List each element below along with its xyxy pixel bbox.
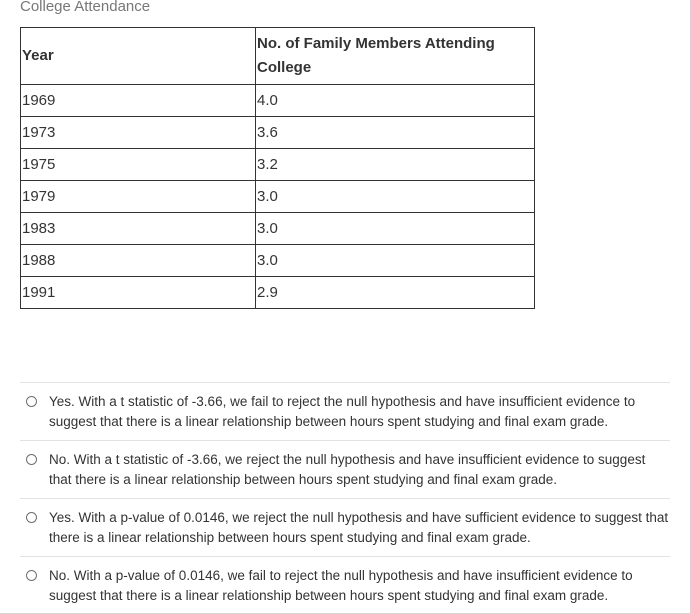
header-year: Year: [21, 28, 256, 85]
cell-members: 2.9: [256, 277, 535, 309]
answer-option-label[interactable]: No. With a p-value of 0.0146, we fail to reject the null hypothesis and have insufficient evidence to suggest that there is a linear relationship between hours spent studying and final exam grade.: [49, 568, 633, 603]
cell-year: 1973: [21, 117, 256, 149]
table-row: [21, 117, 535, 149]
radio-button[interactable]: [26, 396, 37, 407]
answer-option[interactable]: [20, 440, 670, 498]
table-header-row: [21, 28, 535, 85]
table-row: [21, 213, 535, 245]
radio-button[interactable]: [26, 512, 37, 523]
table-row: [21, 277, 535, 309]
cell-members: 3.2: [256, 149, 535, 181]
cell-year: 1975: [21, 149, 256, 181]
answer-option[interactable]: [20, 498, 670, 556]
answer-options: [20, 382, 670, 614]
cell-members: 3.0: [256, 213, 535, 245]
radio-button[interactable]: [26, 570, 37, 581]
cell-year: 1988: [21, 245, 256, 277]
cell-members: 3.6: [256, 117, 535, 149]
answer-option-label[interactable]: No. With a t statistic of -3.66, we reject the null hypothesis and have insufficient evidence to suggest that there is a linear relationship between hours spent studying and final exam grade.: [49, 452, 646, 487]
cell-year: 1979: [21, 181, 256, 213]
college-attendance-table: [20, 27, 535, 309]
cell-members: 3.0: [256, 181, 535, 213]
table-row: [21, 245, 535, 277]
answer-option-label[interactable]: Yes. With a t statistic of -3.66, we fail to reject the null hypothesis and have insufficient evidence to suggest that there is a linear relationship between hours spent studying and final exam grade.: [49, 394, 636, 429]
cell-year: 1991: [21, 277, 256, 309]
table-row: [21, 181, 535, 213]
answer-option[interactable]: [20, 382, 670, 440]
table-row: [21, 149, 535, 181]
cell-year: 1983: [21, 213, 256, 245]
cell-members: 3.0: [256, 245, 535, 277]
cell-year: 1969: [21, 85, 256, 117]
radio-button[interactable]: [26, 454, 37, 465]
header-family-members: No. of Family Members Attending College: [256, 28, 535, 85]
cell-members: 4.0: [256, 85, 535, 117]
table-caption: College Attendance: [20, 0, 151, 15]
answer-option[interactable]: [20, 556, 670, 614]
table-row: [21, 85, 535, 117]
answer-option-label[interactable]: Yes. With a p-value of 0.0146, we reject the null hypothesis and have sufficient evidence to suggest that there is a linear relationship between hours spent studying and final exam grade.: [49, 510, 669, 545]
